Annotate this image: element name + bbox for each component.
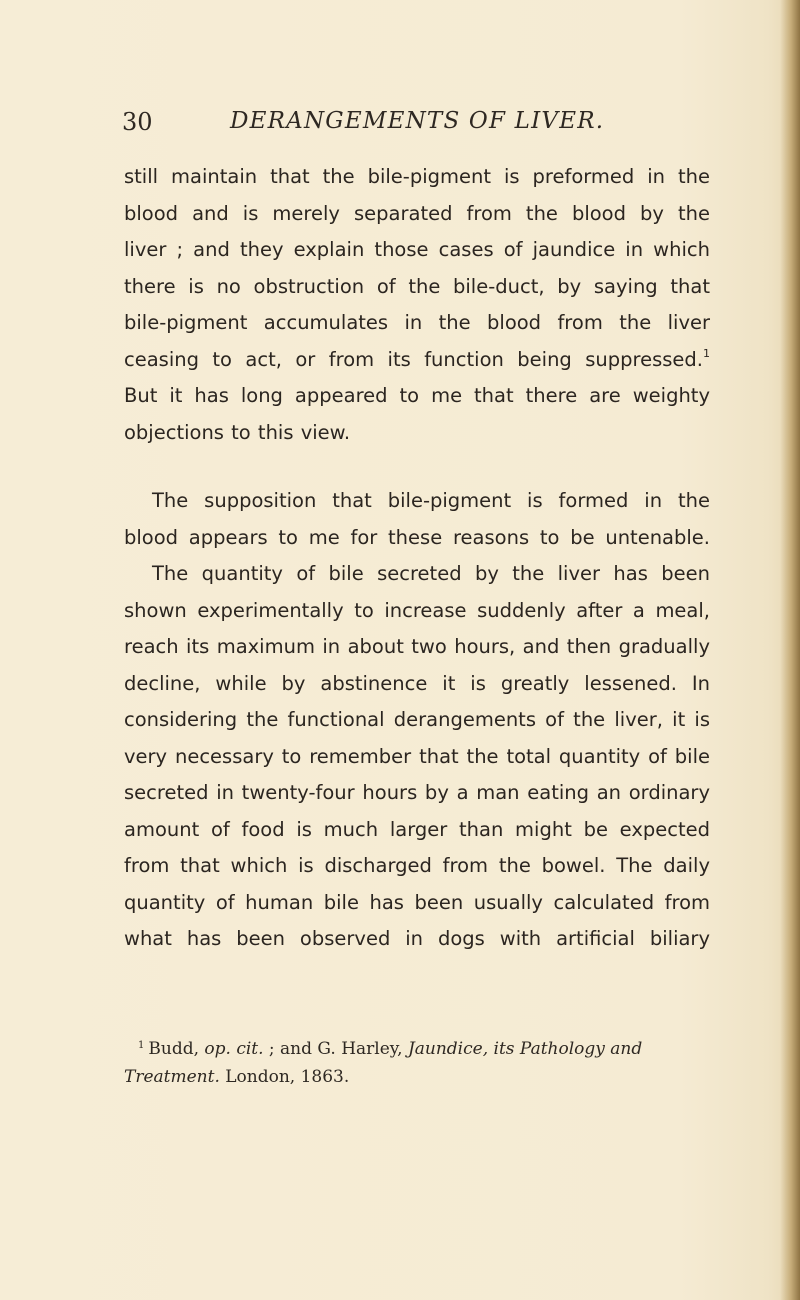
text-line: blood and is merely separated from the blood by the bbox=[124, 201, 710, 225]
footnote-text: ; and G. Harley, bbox=[263, 1039, 408, 1059]
text-line: blood appears to me for these reasons to be untenable. bbox=[124, 525, 710, 549]
text-line: from that which is discharged from the bowel. The daily bbox=[124, 854, 710, 877]
footnote-text-italic: Jaundice, its Pathology and bbox=[407, 1039, 643, 1059]
text-line: The quantity of bile secreted by the liver has been bbox=[152, 562, 710, 585]
paragraph-2 bbox=[124, 483, 710, 958]
page-edge-shadow bbox=[780, 0, 800, 1300]
text-line: secreted in twenty-four hours by a man eating an ordinary bbox=[124, 781, 710, 804]
footnote-mark: 1 bbox=[138, 1040, 145, 1051]
text-line: But it has long appeared to me that there are weighty bbox=[124, 384, 710, 407]
footnote-line-2 bbox=[124, 1063, 710, 1091]
running-head: DERANGEMENTS OF LIVER. bbox=[230, 108, 605, 134]
text-line: still maintain that the bile-pigment is preformed in the bbox=[124, 165, 710, 188]
text-line: decline, while by abstinence it is greatly lessened. In bbox=[124, 671, 710, 695]
text-line: reach its maximum in about two hours, and then gradually bbox=[124, 635, 710, 658]
text-line-with-ref bbox=[124, 342, 710, 379]
footnote-text-italic: Treatment. bbox=[124, 1067, 220, 1087]
text-line: what has been observed in dogs with artificial biliary bbox=[124, 927, 710, 950]
footnote-text: London, 1863. bbox=[219, 1067, 350, 1087]
text-line: quantity of human bile has been usually calculated from bbox=[124, 890, 710, 914]
paragraph-1 bbox=[124, 159, 710, 451]
text-line: ceasing to act, or from its function being suppressed. bbox=[124, 347, 703, 371]
text-line: amount of food is much larger than might be expected bbox=[124, 817, 710, 841]
text-line: shown experimentally to increase suddenly after a meal, bbox=[124, 598, 710, 622]
text-line: liver ; and they explain those cases of jaundice in which bbox=[124, 238, 710, 261]
text-line: bile-pigment accumulates in the blood from the liver bbox=[124, 311, 710, 334]
footnote-ref: 1 bbox=[703, 346, 710, 360]
footnote-text-italic: op. cit. bbox=[204, 1039, 264, 1059]
text-line: objections to this view. bbox=[124, 420, 351, 444]
footnote bbox=[124, 1032, 710, 1091]
body-text bbox=[124, 159, 710, 958]
page-number: 30 bbox=[122, 108, 153, 136]
page-header bbox=[122, 108, 722, 148]
footnote-text: Budd, bbox=[148, 1039, 205, 1059]
footnote-line-1 bbox=[124, 1032, 710, 1063]
text-line: considering the functional derangements of the liver, it is bbox=[124, 708, 710, 731]
text-line: there is no obstruction of the bile-duct, by saying that bbox=[124, 274, 710, 298]
text-line: The supposition that bile-pigment is formed in the bbox=[152, 489, 710, 512]
text-line: very necessary to remember that the total quantity of bile bbox=[124, 744, 710, 768]
